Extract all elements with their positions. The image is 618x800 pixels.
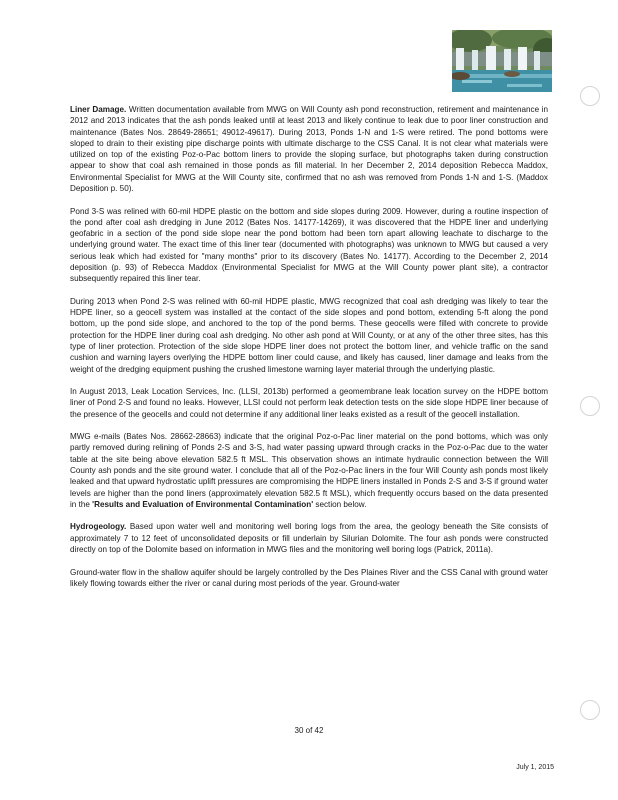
paragraph — [70, 521, 548, 555]
page-number: 30 of 42 — [294, 726, 324, 735]
paragraph-text: MWG e-mails (Bates Nos. 28662-28663) indicate that the original Poz-o-Pac liner material on the pond bottoms, which was only partly removed during relining of Ponds 2-S and 3-S, had water passing upward through cracks in the Poz-o-Pac due to the water table at the site being above elevation 582.5 ft MSL. This observation shows an intimate hydraulic connection between the Will County ash ponds and the site ground water. I conclude that all of the Poz-o-Pac liners in the four Will County ash ponds most likely leaked and that upward hydrostatic uplift pressures are compromising the HDPE liners installed in Ponds 2-S and 3-S if ground water levels are higher than the pond liners (approximately elevation 582.5 ft MSL), which frequently occurs based on the data presented in the — [70, 432, 548, 509]
section-heading-liner-damage: Liner Damage. — [70, 105, 127, 114]
footer-date: July 1, 2015 — [516, 764, 554, 771]
paragraph-text: section below. — [313, 499, 367, 509]
section-reference: 'Results and Evaluation of Environmental Contamination' — [92, 499, 314, 509]
binder-hole — [580, 396, 600, 416]
paragraph: Pond 3-S was relined with 60-mil HDPE plastic on the bottom and side slopes during 2009. However, during a routine inspection of the pond after coal ash dredging in June 2012 (Bates Nos. 14177-14269), it was discovered that the HDPE liner and underlying geofabric in a section of the pond side slope near the pond bottom had been torn apart allowing leachate to discharge to the underlying ground water. The exact time of this liner tear (documented with photographs) was unknown to MWG but caused a very serious leak which had existed for "many months" prior to its discovery (Bates No. 14177). According to the December 2, 2014 deposition (p. 93) of Rebecca Maddox (Environmental Specialist for MWG at the Will County power plant site), a contractor subsequently repaired this liner tear. — [70, 206, 548, 284]
body-text — [70, 104, 548, 589]
paragraph-text: Based upon water well and monitoring well boring logs from the area, the geology beneath the Site consists of approximately 7 to 12 feet of unconsolidated deposits or fill underlain by Silurian Dolomite. The four ash ponds were constructed directly on top of the Dolomite based on information in MWG files and the monitoring well boring logs (Patrick, 2011a). — [70, 522, 549, 555]
paragraph — [70, 104, 548, 194]
section-heading-hydrogeology: Hydrogeology. — [70, 522, 127, 532]
paragraph — [70, 431, 548, 510]
binder-hole — [580, 700, 600, 720]
paragraph-text: Written documentation available from MWG on Will County ash pond reconstruction, retirement and maintenance in 2012 and 2013 indicates that the ash ponds leaked until at least 2013 and likely continue to leak due to poor liner construction and maintenance (Bates Nos. 28649-28651; 49012-49617). During 2013, Ponds 1-N and 1-S were retired. The pond bottoms were sloped to drain to their existing pipe discharge points with ultimate discharge to the CSS Canal. It is not clear what materials were utilized on top of the existing Poz-o-Pac bottom liners to provide the sloping surface, but photographs taken during construction appear to show that coal ash remained in those ponds as fill material. In her December 2, 2014 deposition Rebecca Maddox, Environmental Specialist for MWG at the Will County site, confirmed that no ash was removed from Ponds 1-N and 1-S. (Maddox Deposition p. 50). — [70, 105, 548, 194]
binder-hole — [580, 86, 600, 106]
paragraph: Ground-water flow in the shallow aquifer should be largely controlled by the Des Plaines River and the CSS Canal with ground water likely flowing towards either the river or canal during most periods of the year. Ground-water — [70, 567, 548, 588]
paragraph: In August 2013, Leak Location Services, Inc. (LLSI, 2013b) performed a geomembrane leak location survey on the HDPE bottom liner of Pond 2-S and found no leaks. However, LLSI could not perform leak detection tests on the side slope HDPE liner because of the presence of the geocells and could not determine if any additional liner leaks existed as a result of the geocell installation. — [70, 387, 548, 419]
waterfall-logo-image — [452, 30, 552, 92]
paragraph: During 2013 when Pond 2-S was relined with 60-mil HDPE plastic, MWG recognized that coal ash dredging was likely to tear the HDPE liner, so a geocell system was installed at the contact of the side slopes and pond bottom, extending 5-ft along the pond bottom, up the pond side slope, and anchored to the top of the pond berms. These geocells were filled with concrete to provide protection for the HDPE liner during coal ash dredging. No other ash pond at Will County, or at any of the other three sites, has this type of liner protection. Protection of the side slope HDPE liner does not protect the bottom liner, and vehicle traffic on the sand cushion and warning layers overlying the HDPE bottom liner could cause, and likely has caused, liner damage and leaks from the weight of the dredging equipment pushing the crushed limestone warning layer material through the underlying plastic. — [70, 296, 548, 374]
